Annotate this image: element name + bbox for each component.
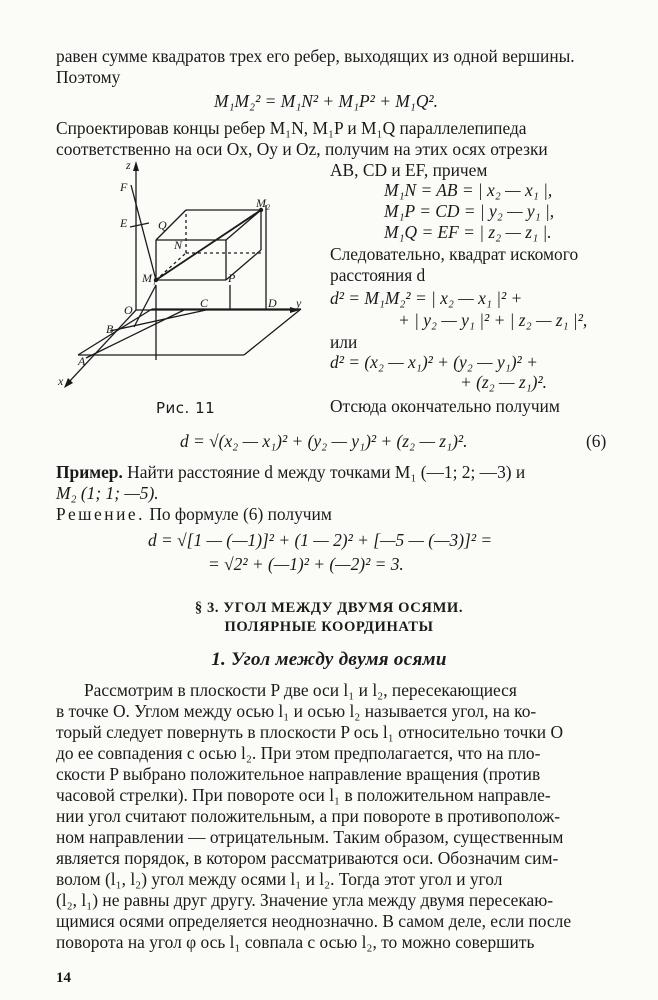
text-line: щимися осями определяется неоднозначно. В самом деле, если после: [56, 911, 572, 931]
plane-edge: [244, 309, 301, 355]
section-heading: ПОЛЯРНЫЕ КООРДИНАТЫ: [224, 619, 434, 635]
figure-11: [56, 155, 326, 395]
page-number: 14: [56, 970, 71, 986]
solution-text: По формуле (6) получим: [149, 504, 332, 524]
text-line: Спроектировав концы ребер M₁N, M₁P и M₁Q параллелепипеда: [56, 118, 527, 138]
formula: M₁N = AB = | x₂ — x₁ |,: [384, 180, 553, 200]
label-x: x: [58, 374, 64, 388]
formula: M₁Q = EF = | z₂ — z₁ |.: [384, 222, 552, 242]
text-line: AB, CD и EF, причем: [330, 160, 488, 180]
text-line: до ее совпадения с осью l₂. При этом предполагается, что на пло-: [56, 743, 541, 763]
text-line: скости P выбрано положительное направление вращения (против: [56, 764, 541, 784]
x-axis: [68, 310, 136, 383]
label-p: P: [228, 271, 236, 285]
section-heading: § 3. УГОЛ МЕЖДУ ДВУМЯ ОСЯМИ.: [194, 600, 464, 616]
label-b: B: [106, 322, 114, 336]
text-line: часовой стрелки). При повороте оси l₁ в положительном направле-: [56, 785, 551, 805]
text-line: является порядок, в котором рассматриваются оси. Обозначим сим-: [56, 848, 559, 868]
formula: d² = (x₂ — x₁)² + (y₂ — y₁)² +: [330, 352, 538, 372]
text-line: в точке O. Углом между осью l₁ и осью l₂ называется угол, на ко-: [56, 701, 537, 721]
text-line: Рассмотрим в плоскости P две оси l₁ и l₂, пересекающиеся: [84, 680, 517, 700]
text-line: расстояния d: [330, 265, 426, 285]
projection-line: [131, 185, 156, 280]
solution-label: Решение.: [56, 504, 145, 524]
label-q: Q: [158, 218, 167, 232]
label-n: N: [174, 238, 183, 252]
projection-line: [130, 223, 149, 227]
text-line: M₂ (1; 1; —5).: [56, 483, 159, 503]
text-line: (l₂, l₁) не равны друг другу. Значение угла между двумя пересекаю-: [56, 890, 554, 910]
formula-number: (6): [586, 431, 607, 451]
text-line: [56, 504, 332, 525]
formula: = √2² + (—1)² + (—2)² = 3.: [208, 554, 404, 574]
label-o: O: [124, 303, 133, 317]
example-label: Пример.: [56, 462, 123, 482]
text-line: Поэтому: [56, 67, 121, 87]
text-line: нии угол считают положительным, а при повороте в противополож-: [56, 806, 561, 826]
text-line: [56, 462, 525, 483]
label-c: C: [200, 296, 209, 310]
formula: + (z₂ — z₁)².: [460, 372, 548, 392]
projection-line: [134, 285, 156, 327]
label-e: E: [120, 216, 128, 230]
formula: d² = M₁M₂² = | x₂ — x₁ |² +: [330, 288, 523, 308]
text-line: поворота на угол φ ось l₁ совпала с осью l₂, то можно совершить: [56, 932, 535, 952]
subsection-heading: 1. Угол между двумя осями: [211, 649, 447, 670]
label-m2: M₂: [256, 196, 271, 210]
formula: + | y₂ — y₁ |² + | z₂ — z₁ |²,: [398, 310, 588, 330]
label-a: A: [78, 354, 86, 368]
projection-line: [86, 310, 184, 358]
label-f: F: [120, 180, 128, 194]
formula: d = √(x₂ — x₁)² + (y₂ — y₁)² + (z₂ — z₁)².: [180, 431, 468, 451]
label-z: z: [126, 158, 131, 172]
formula: M₁P = CD = | y₂ — y₁ |,: [384, 201, 555, 221]
text-line: волом (l₁, l₂) угол между осями l₁ и l₂. Тогда этот угол и угол: [56, 869, 503, 889]
figure-caption: Рис. 11: [156, 399, 216, 417]
formula: M₁M₂² = M₁N² + M₁P² + M₁Q².: [214, 91, 438, 111]
label-d: D: [268, 296, 277, 310]
text-line: ном направлении — отрицательным. Таким образом, существенным: [56, 827, 564, 847]
text-line: Следовательно, квадрат искомого: [330, 244, 579, 264]
example-text: Найти расстояние d между точками M₁ (—1; 2; —3) и: [127, 462, 526, 482]
z-arrow: [133, 161, 139, 171]
label-m1: M₁: [142, 271, 157, 285]
text-line: равен сумме квадратов трех его ребер, выходящих из одной вершины.: [56, 46, 575, 66]
diagonal-m1m2: [156, 210, 261, 280]
text-line: или: [330, 332, 358, 352]
text-line: Отсюда окончательно получим: [330, 396, 560, 416]
label-y: y: [296, 296, 302, 310]
formula: d = √[1 — (—1)]² + (1 — 2)² + [—5 — (—3)]² =: [148, 530, 493, 550]
text-line: соответственно на оси Ox, Oy и Oz, получим на этих осях отрезки: [56, 139, 548, 159]
text-line: торый следует повернуть в плоскости P ось l₁ относительно точки O: [56, 722, 564, 742]
